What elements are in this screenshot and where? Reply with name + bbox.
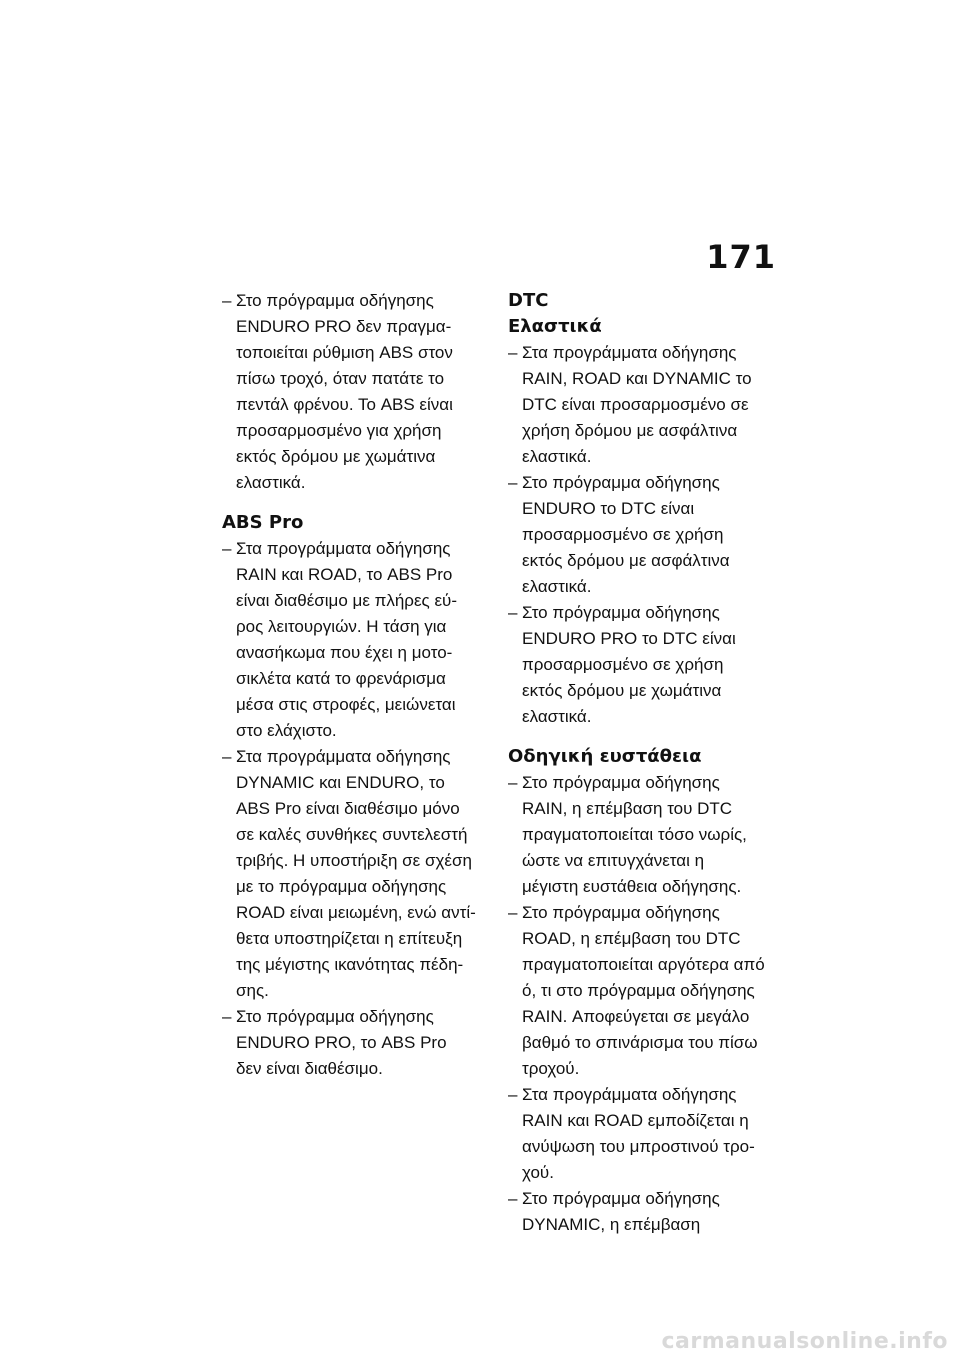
bullet-dash: –: [508, 903, 518, 922]
right-column: [508, 288, 784, 1238]
section-heading-dtc: DTC: [508, 290, 549, 311]
left-column: [222, 288, 490, 1082]
section-heading-abs-pro: ABS Pro: [222, 512, 304, 533]
list-item: [508, 470, 784, 600]
list-item: [222, 536, 490, 744]
list-item-text: Στο πρόγραμμα οδήγησης ENDURO PRO το DTC είναι προσαρμοσμένο σε χρήση εκτός δρόμου με χωμάτινα ελαστικά.: [522, 603, 736, 726]
tyres-list: [508, 340, 784, 730]
bullet-dash: –: [508, 773, 518, 792]
list-item: [222, 1004, 490, 1082]
list-item: [508, 1186, 784, 1238]
bullet-dash: –: [508, 1085, 518, 1104]
list-item: [508, 900, 784, 1082]
list-item: [508, 600, 784, 730]
bullet-dash: –: [222, 291, 232, 310]
list-item: [222, 744, 490, 1004]
bullet-dash: –: [508, 473, 518, 492]
list-item-text: Στο πρόγραμμα οδήγησης RAIN, η επέμβαση του DTC πραγματοποιείται τόσο νωρίς, ώστε να επιτυγχάνεται η μέγιστη ευστάθεια οδήγησης.: [522, 773, 747, 896]
bullet-dash: –: [222, 539, 232, 558]
watermark: carmanualsonline.info: [661, 1329, 948, 1354]
list-item-text: Στο πρόγραμμα οδήγησης ENDURO PRO, το ABS Pro δεν είναι διαθέσιμο.: [236, 1007, 447, 1078]
list-item-text: Στα προγράμματα οδήγησης RAIN, ROAD και DYNAMIC το DTC είναι προσαρμοσμένο σε χρήση δρόμου με ασφάλτινα ελαστικά.: [522, 343, 752, 466]
list-item-text: Στα προγράμματα οδήγησης RAIN και ROAD, το ABS Pro είναι διαθέσιμο με πλήρες εύ- ρος λειτουργιών. Η τάση για ανασήκωμα που έχει η μοτο- σικλέτα κατά το φρενάρισμα μέσα στις στροφές, μειώνεται στο ελάχιστο.: [236, 539, 458, 740]
list-item-text: Στα προγράμματα οδήγησης DYNAMIC και ENDURO, το ABS Pro είναι διαθέσιμο μόνο σε καλές συνθήκες συντελεστή τριβής. Η υποστήριξη σε σχέση με το πρόγραμμα οδήγησης ROAD είναι μειωμένη, ενώ αντί- θετα υποστηρίζεται η επίτευξη της μέγιστης ικανότητας πέδη- σης.: [236, 747, 476, 1000]
bullet-dash: –: [508, 1189, 518, 1208]
bullet-dash: –: [222, 747, 232, 766]
list-item-text: Στο πρόγραμμα οδήγησης DYNAMIC, η επέμβαση: [522, 1189, 720, 1234]
list-item-text: Στα προγράμματα οδήγησης RAIN και ROAD εμποδίζεται η ανύψωση του μπροστινού τρο- χού.: [522, 1085, 755, 1182]
intro-list: [222, 288, 490, 496]
page-number: 171: [706, 238, 776, 276]
bullet-dash: –: [508, 343, 518, 362]
section-heading-tyres: Ελαστικά: [508, 316, 602, 337]
bullet-dash: –: [222, 1007, 232, 1026]
list-item-text: Στο πρόγραμμα οδήγησης ENDURO PRO δεν πραγμα- τοποιείται ρύθμιση ABS στον πίσω τροχό, όταν πατάτε το πεντάλ φρένου. Το ABS είναι προσαρμοσμένο για χρήση εκτός δρόμου με χωμάτινα ελαστικά.: [236, 291, 453, 492]
list-item-text: Στο πρόγραμμα οδήγησης ENDURO το DTC είναι προσαρμοσμένο σε χρήση εκτός δρόμου με ασφάλτινα ελαστικά.: [522, 473, 730, 596]
bullet-dash: –: [508, 603, 518, 622]
stability-list: [508, 770, 784, 1238]
list-item: [508, 340, 784, 470]
list-item: [508, 1082, 784, 1186]
list-item: [222, 288, 490, 496]
section-heading-stability: Οδηγική ευστάθεια: [508, 746, 702, 767]
list-item: [508, 770, 784, 900]
list-item-text: Στο πρόγραμμα οδήγησης ROAD, η επέμβαση του DTC πραγματοποιείται αργότερα από ό, τι στο πρόγραμμα οδήγησης RAIN. Αποφεύγεται σε μεγάλο βαθμό το σπινάρισμα του πίσω τροχού.: [522, 903, 765, 1078]
abs-pro-list: [222, 536, 490, 1082]
